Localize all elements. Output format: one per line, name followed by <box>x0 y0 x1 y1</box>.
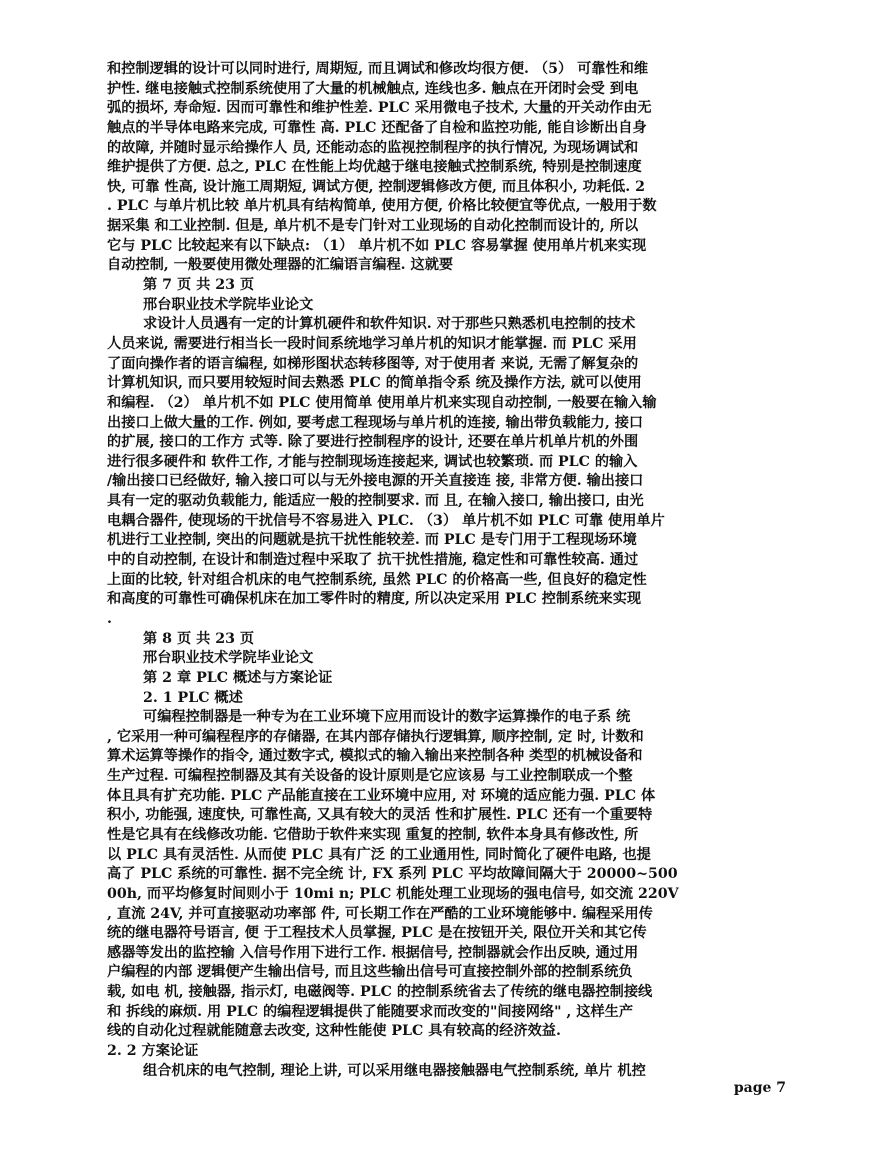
text-line: 了面向操作者的语言编程, 如梯形图状态转移图等, 对于使用者 来说, 无需了解复杂的 <box>107 355 639 372</box>
text-line: 出接口上做大量的工作. 例如, 要考虑工程现场与单片机的连接, 输出带负载能力, 接口 <box>107 414 644 431</box>
page-number-line: 第 8 页 共 23 页 <box>143 630 255 647</box>
running-header: 邢台职业技术学院毕业论文 <box>143 650 314 667</box>
text-line: 载, 如电 机, 接触器, 指示灯, 电磁阀等. PLC 的控制系统省去了传统的继电器控制接线 <box>107 984 653 1001</box>
text-line: 人员来说, 需要进行相当长一段时间系统地学习单片机的知识才能掌握. 而 PLC 采用 <box>107 335 637 352</box>
text-line: 快, 可靠 性高, 设计施工周期短, 调试方便, 控制逻辑修改方便, 而且体积小, 功耗低. 2 <box>107 178 645 195</box>
text-line: . <box>107 610 112 627</box>
text-line: 2. 2 方案论证 <box>107 1043 199 1060</box>
text-line: 计算机知识, 而只要用较短时间去熟悉 PLC 的简单指令系 统及操作方法, 就可以使用 <box>107 375 642 392</box>
text-line: 中的自动控制, 在设计和制造过程中采取了 抗干扰性措施, 稳定性和可靠性较高. 通过 <box>107 552 639 569</box>
text-line: 生产过程. 可编程控制器及其有关设备的设计原则是它应该易 与工业控制联成一个整 <box>107 768 633 785</box>
text-line: 求设计人员遇有一定的计算机硬件和软件知识. 对于那些只熟悉机电控制的技术 <box>143 316 636 333</box>
text-line: 线的自动化过程就能随意去改变, 这种性能使 PLC 具有较高的经济效益. <box>107 1023 561 1040</box>
text-line: 和控制逻辑的设计可以同时进行, 周期短, 而且调试和修改均很方便. （5） 可靠性和维 <box>107 61 649 77</box>
text-line: 可编程控制器是一种专为在工业环境下应用而设计的数字运算操作的电子系 统 <box>143 709 631 726</box>
text-line: 维护提供了方便. 总之, PLC 在性能上均优越于继电接触式控制系统, 特别是控制速度 <box>107 159 642 176</box>
text-line: 统的继电器符号语言, 便 于工程技术人员掌握, PLC 是在按钮开关, 限位开关和其它传 <box>107 925 647 942</box>
text-line: 据采集 和工业控制. 但是, 单片机不是专门针对工业现场的自动化控制而设计的, 所以 <box>107 218 639 235</box>
text-line: 积小, 功能强, 速度快, 可靠性高, 又具有较大的灵活 性和扩展性. PLC 还有一个重要特 <box>107 807 653 824</box>
text-line: 它与 PLC 比较起来有以下缺点: （1） 单片机不如 PLC 容易掌握 使用单片机来实现 <box>107 237 647 254</box>
text-line: 进行很多硬件和 软件工作, 才能与控制现场连接起来, 调试也较繁琐. 而 PLC 的输入 <box>107 453 638 470</box>
chapter-heading: 第 2 章 PLC 概述与方案论证 <box>143 669 333 686</box>
text-line: 高了 PLC 系统的可靠性. 据不完全统 计, FX 系列 PLC 平均故障间隔大于 20000~500 <box>107 866 678 883</box>
text-line: 的故障, 并随时显示给操作人 员, 还能动态的监视控制程序的执行情况, 为现场调试和 <box>107 139 639 156</box>
text-line: 感器等发出的监控输 入信号作用下进行工作. 根据信号, 控制器就会作出反映, 通过用 <box>107 944 639 961</box>
text-line: . PLC 与单片机比较 单片机具有结构简单, 使用方便, 价格比较便宜等优点, 一般用于数 <box>107 198 657 215</box>
page-footer: page 7 <box>733 1080 786 1096</box>
text-line: 以 PLC 具有灵活性. 从而使 PLC 具有广泛 的工业通用性, 同时简化了硬件电路, 也提 <box>107 846 651 863</box>
text-line <box>107 1081 765 1101</box>
page-number-line: 第 7 页 共 23 页 <box>143 277 255 294</box>
text-line: 机进行工业控制, 突出的问题就是抗干扰性能较差. 而 PLC 是专门用于工程现场环境 <box>107 532 637 549</box>
text-line: /输出接口已经做好, 输入接口可以与无外接电源的开关直接连 接, 非常方便. 输出接口 <box>107 473 644 490</box>
text-line: 算术运算等操作的指令, 通过数字式, 模拟式的输入输出来控制各种 类型的机械设备和 <box>107 748 643 765</box>
text-line: 户编程的内部 逻辑便产生输出信号, 而且这些输出信号可直接控制外部的控制系统负 <box>107 964 633 981</box>
text-line: 具有一定的驱动负载能力, 能适应一般的控制要求. 而 且, 在输入接口, 输出接口, 由光 <box>107 493 644 510</box>
section-heading: 2. 1 PLC 概述 <box>143 689 243 706</box>
text-line: 和高度的可靠性可确保机床在加工零件时的精度, 所以决定采用 PLC 控制系统来实现 <box>107 591 642 608</box>
running-header: 邢台职业技术学院毕业论文 <box>143 296 314 313</box>
text-line: 触点的半导体电路来完成, 可靠性 高. PLC 还配备了自检和监控功能, 能自诊断出自身 <box>107 119 647 136</box>
text-line: 和编程. （2） 单片机不如 PLC 使用简单 使用单片机来实现自动控制, 一般要在输入输 <box>107 394 657 411</box>
body-text <box>107 60 765 1101</box>
text-line: 电耦合器件, 使现场的干扰信号不容易进入 PLC. （3） 单片机不如 PLC 可靠 使用单片 <box>107 512 665 529</box>
text-line: 上面的比较, 针对组合机床的电气控制系统, 虽然 PLC 的价格高一些, 但良好的稳定性 <box>107 571 647 588</box>
text-line: 体且具有扩充功能. PLC 产品能直接在工业环境中应用, 对 环境的适应能力强. PLC 体 <box>107 787 656 804</box>
section-heading: 组合机床的电气控制, 理论上讲, 可以采用继电器接触器电气控制系统, 单片 机控 <box>143 1062 646 1079</box>
text-line: 和 拆线的麻烦. 用 PLC 的编程逻辑提供了能随要求而改变的"间接网络" , 这样生产 <box>107 1003 634 1020</box>
text-line: , 直流 24V, 并可直接驱动功率部 件, 可长期工作在严酷的工业环境能够中. 编程采用传 <box>107 905 653 922</box>
text-line: 00h, 而平均修复时间则小于 10mi n; PLC 机能处理工业现场的强电信号, 如交流 220V <box>107 885 679 902</box>
text-line: 护性. 继电接触式控制系统使用了大量的机械触点, 连线也多. 触点在开闭时会受 到电 <box>107 80 639 97</box>
text-line: , 它采用一种可编程程序的存储器, 在其内部存储执行逻辑算, 顺序控制, 定 时, 计数和 <box>107 728 644 745</box>
text-line: 自动控制, 一般要使用微处理器的汇编语言编程. 这就要 <box>107 257 454 274</box>
text-line: 弧的损坏, 寿命短. 因而可靠性和维护性差. PLC 采用微电子技术, 大量的开关动作由无 <box>107 100 652 117</box>
text-line: 性是它具有在线修改功能. 它借助于软件来实现 重复的控制, 软件本身具有修改性, 所 <box>107 826 639 843</box>
text-line: 的扩展, 接口的工作方 式等. 除了要进行控制程序的设计, 还要在单片机单片机的外围 <box>107 434 639 451</box>
